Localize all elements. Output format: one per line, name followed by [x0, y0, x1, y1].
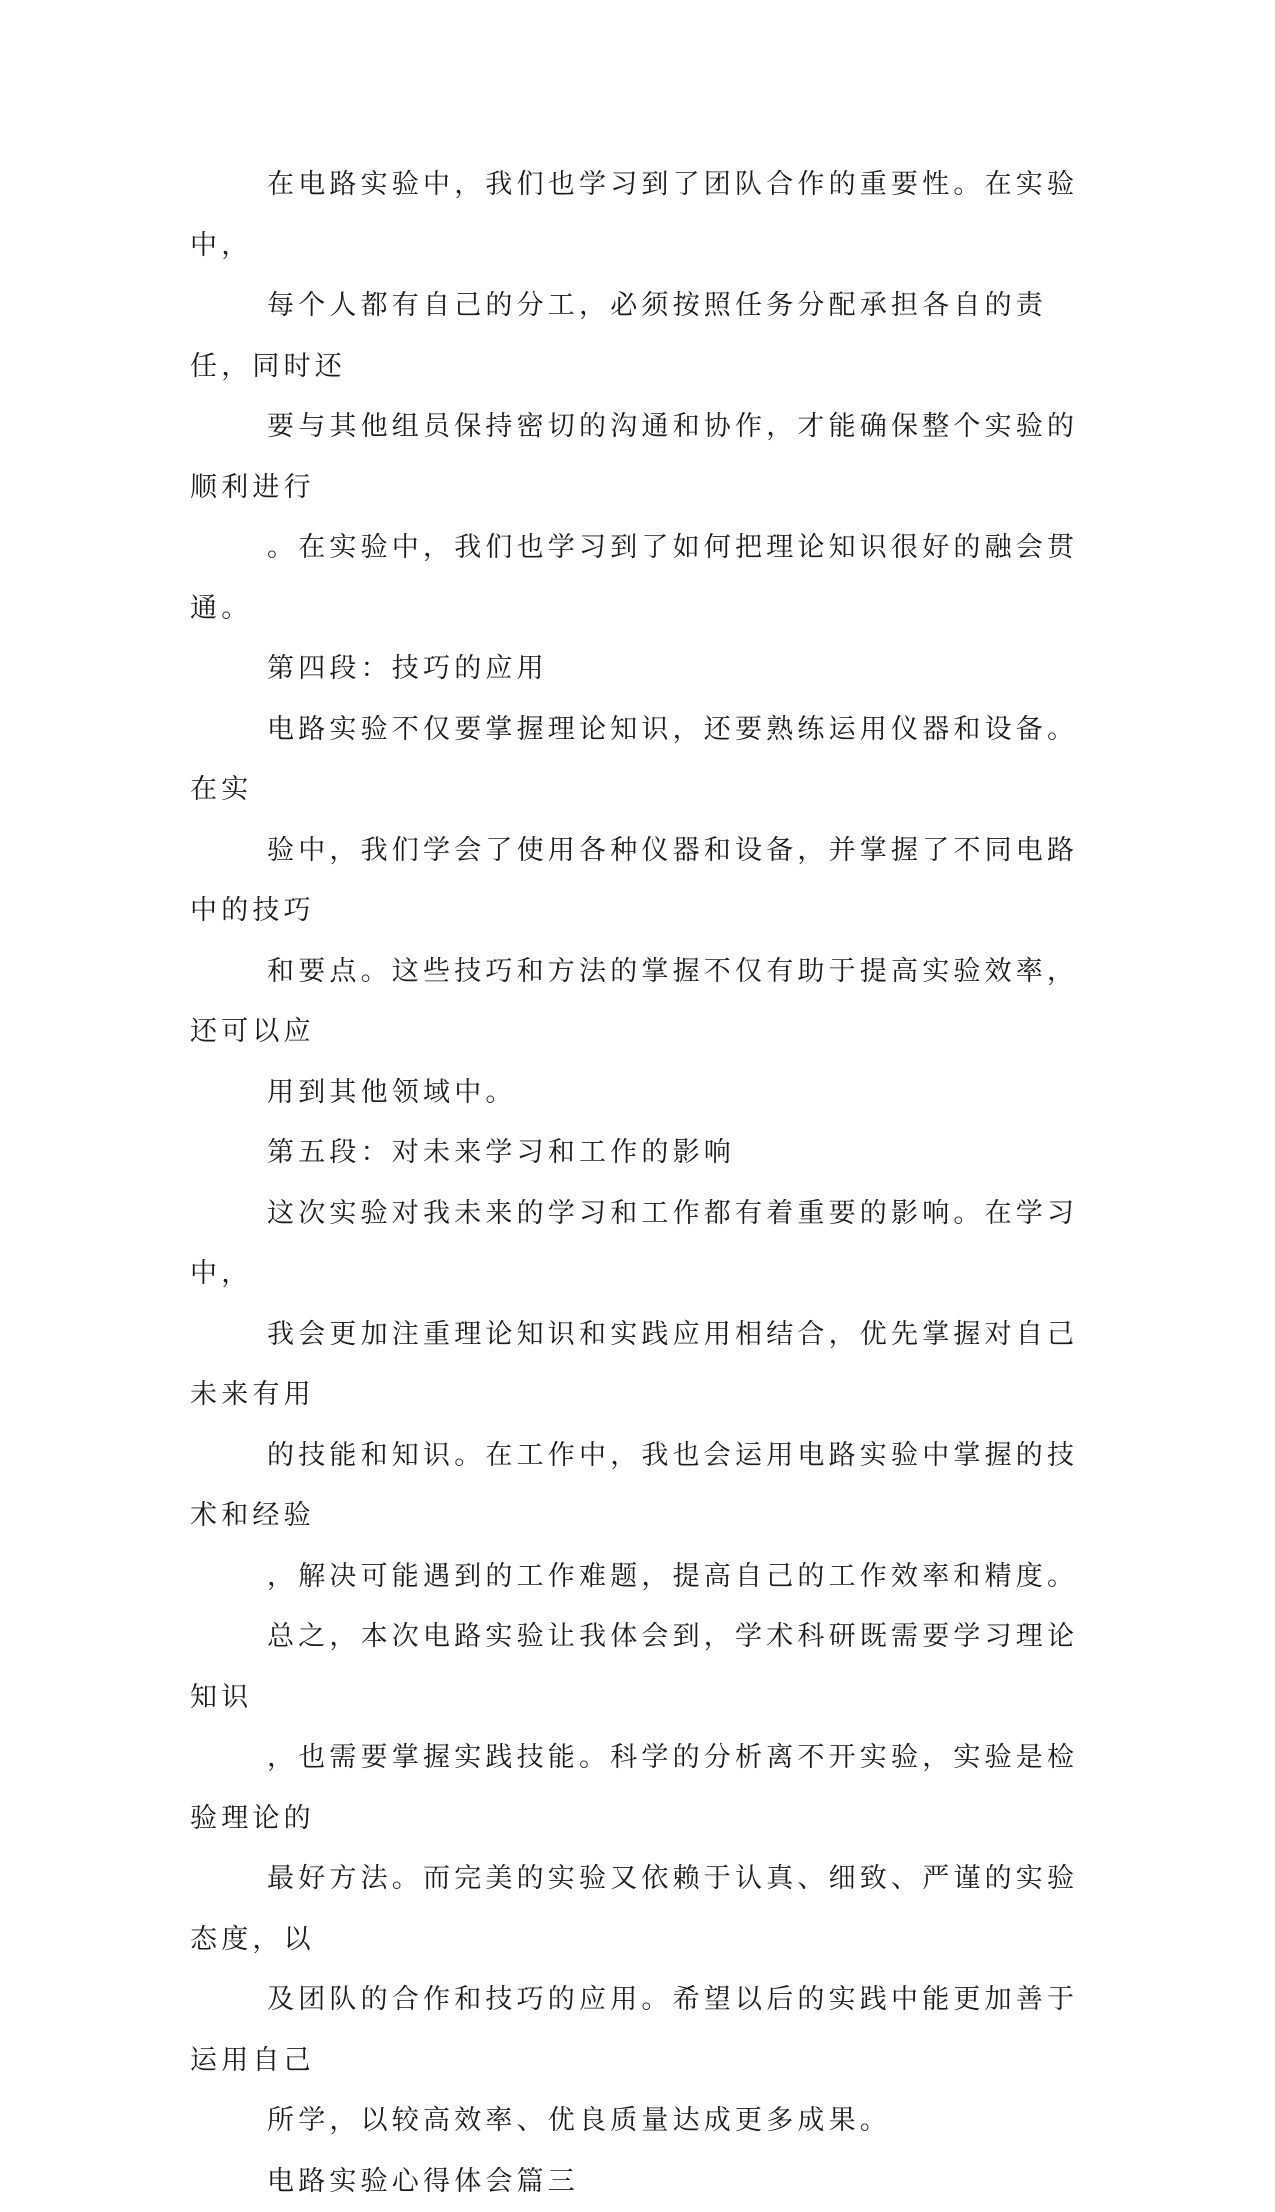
paragraph-skills	[190, 700, 1080, 1124]
text-line: 总之，本次电路实验让我体会到，学术科研既需要学习理论知识	[190, 1607, 1080, 1728]
paragraph-future-impact	[190, 1184, 1080, 1608]
section-heading-4	[190, 639, 1080, 700]
text-line: 我会更加注重理论知识和实践应用相结合，优先掌握对自己未来有用	[190, 1305, 1080, 1426]
text-line: 和要点。这些技巧和方法的掌握不仅有助于提高实验效率，还可以应	[190, 942, 1080, 1063]
text-line: ，也需要掌握实践技能。科学的分析离不开实验，实验是检验理论的	[190, 1728, 1080, 1849]
text-line: 要与其他组员保持密切的沟通和协作，才能确保整个实验的顺利进行	[190, 397, 1080, 518]
text-line: 用到其他领域中。	[190, 1063, 1080, 1124]
article-heading-3	[190, 2152, 1080, 2212]
text-line: 验中，我们学会了使用各种仪器和设备，并掌握了不同电路中的技巧	[190, 821, 1080, 942]
heading-text: 第五段：对未来学习和工作的影响	[190, 1123, 1080, 1184]
text-line: 最好方法。而完美的实验又依赖于认真、细致、严谨的实验态度，以	[190, 1849, 1080, 1970]
section-heading-5	[190, 1123, 1080, 1184]
paragraph-teamwork	[190, 155, 1080, 639]
text-line: 每个人都有自己的分工，必须按照任务分配承担各自的责任，同时还	[190, 276, 1080, 397]
heading-text: 第四段：技巧的应用	[190, 639, 1080, 700]
text-line: 电路实验不仅要掌握理论知识，还要熟练运用仪器和设备。在实	[190, 700, 1080, 821]
text-line: 。在实验中，我们也学习到了如何把理论知识很好的融会贯通。	[190, 518, 1080, 639]
text-line: 及团队的合作和技巧的应用。希望以后的实践中能更加善于运用自己	[190, 1970, 1080, 2091]
heading-text: 电路实验心得体会篇三	[190, 2152, 1080, 2212]
text-line: ，解决可能遇到的工作难题，提高自己的工作效率和精度。	[190, 1547, 1080, 1608]
text-line: 在电路实验中，我们也学习到了团队合作的重要性。在实验中，	[190, 155, 1080, 276]
text-line: 这次实验对我未来的学习和工作都有着重要的影响。在学习中，	[190, 1184, 1080, 1305]
document-body	[190, 155, 1080, 2212]
text-line: 所学，以较高效率、优良质量达成更多成果。	[190, 2091, 1080, 2152]
paragraph-conclusion	[190, 1607, 1080, 2152]
text-line: 的技能和知识。在工作中，我也会运用电路实验中掌握的技术和经验	[190, 1426, 1080, 1547]
